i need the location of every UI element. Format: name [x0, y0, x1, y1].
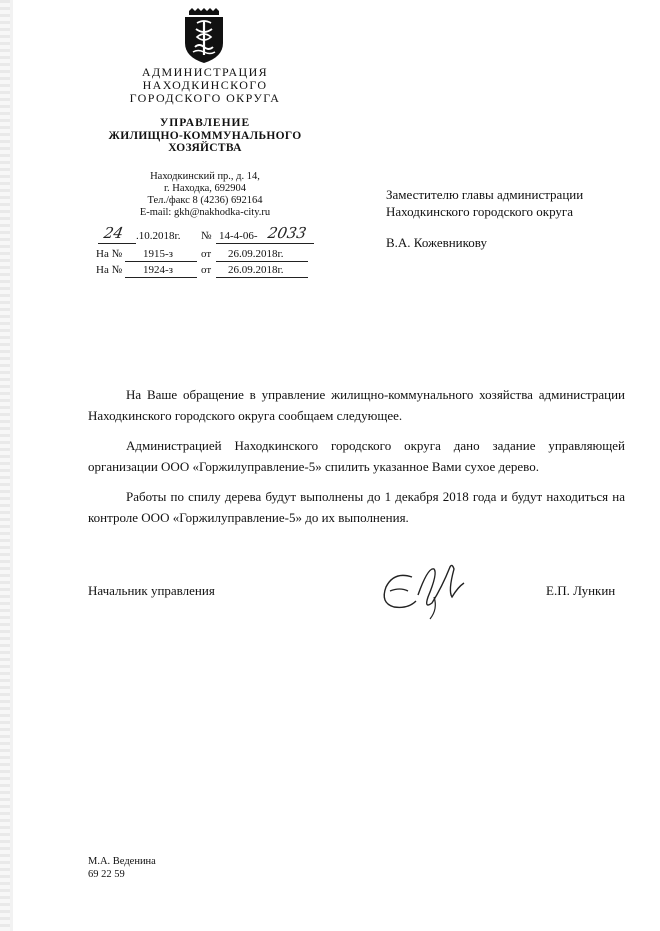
body-paragraph: Работы по спилу дерева будут выполнены до 1 декабря 2018 года и будут находиться на контроле ООО «Горжилуправление-5» до их выполнения. [88, 489, 625, 525]
scan-shadow-edge [0, 0, 10, 931]
number-underline [216, 243, 314, 244]
org-line: АДМИНИСТРАЦИЯ [141, 65, 269, 79]
ref-label: На № [96, 264, 123, 276]
dept-line: УПРАВЛЕНИЕ [159, 117, 251, 129]
ref-from-label: от [201, 248, 212, 260]
signatory-name: Е.П. Лункин [546, 583, 616, 598]
number-prefix: 14-4-06- [219, 230, 258, 242]
address-block [95, 171, 315, 219]
address-line: E-mail: gkh@nakhodka-city.ru [139, 207, 271, 218]
number-handwritten: 2033 [266, 224, 308, 242]
org-line: ГОРОДСКОГО ОКРУГА [129, 91, 281, 105]
ref-number: 1924-з [143, 264, 174, 276]
address-line: г. Находка, 692904 [163, 183, 247, 194]
executor-phone: 69 22 59 [88, 869, 125, 880]
coat-of-arms-icon [181, 7, 227, 65]
body-paragraph: Администрацией Находкинского городского округа дано задание управляющей организации ООО «Горжилуправление-5» спилить указанное Вами сухое дерево. [88, 438, 625, 474]
date-month-year: .10.2018г. [136, 230, 181, 242]
addressee-name: В.А. Кожевникову [386, 235, 487, 250]
dept-line: ЖИЛИЩНО-КОММУНАЛЬНОГО [108, 129, 302, 142]
addressee-title-line2: Находкинского городского округа [386, 204, 573, 219]
address-line: Тел./факс 8 (4236) 692164 [147, 195, 263, 206]
dept-line: ХОЗЯЙСТВА [168, 142, 242, 154]
handwritten-signature [372, 557, 472, 621]
date-day-underline [98, 243, 136, 244]
department-name-block [100, 117, 310, 155]
signatory-position: Начальник управления [88, 583, 215, 598]
body-paragraph: На Ваше обращение в управление жилищно-коммунального хозяйства администрации Находкинского городского округа сообщаем следующее. [88, 387, 625, 423]
ref-date-underline [216, 261, 308, 262]
ref-date: 26.09.2018г. [228, 264, 284, 276]
ref-number: 1915-з [143, 248, 174, 260]
executor-block [88, 855, 156, 881]
ref-label: На № [96, 248, 123, 260]
ref-from-label: от [201, 264, 212, 276]
ref-number-underline [125, 277, 197, 278]
executor-name: М.А. Веденина [88, 856, 156, 867]
ref-number-underline [125, 261, 197, 262]
org-name-block [110, 66, 300, 105]
letter-body [88, 384, 625, 537]
date-day-handwritten: 24 [102, 224, 125, 242]
address-line: Находкинский пр., д. 14, [150, 171, 260, 182]
ref-date: 26.09.2018г. [228, 248, 284, 260]
org-line: НАХОДКИНСКОГО [142, 78, 268, 92]
ref-date-underline [216, 277, 308, 278]
number-label: № [201, 230, 212, 242]
addressee-title-line1: Заместителю главы администрации [386, 187, 584, 202]
scan-shadow-edge-inner [10, 0, 13, 931]
